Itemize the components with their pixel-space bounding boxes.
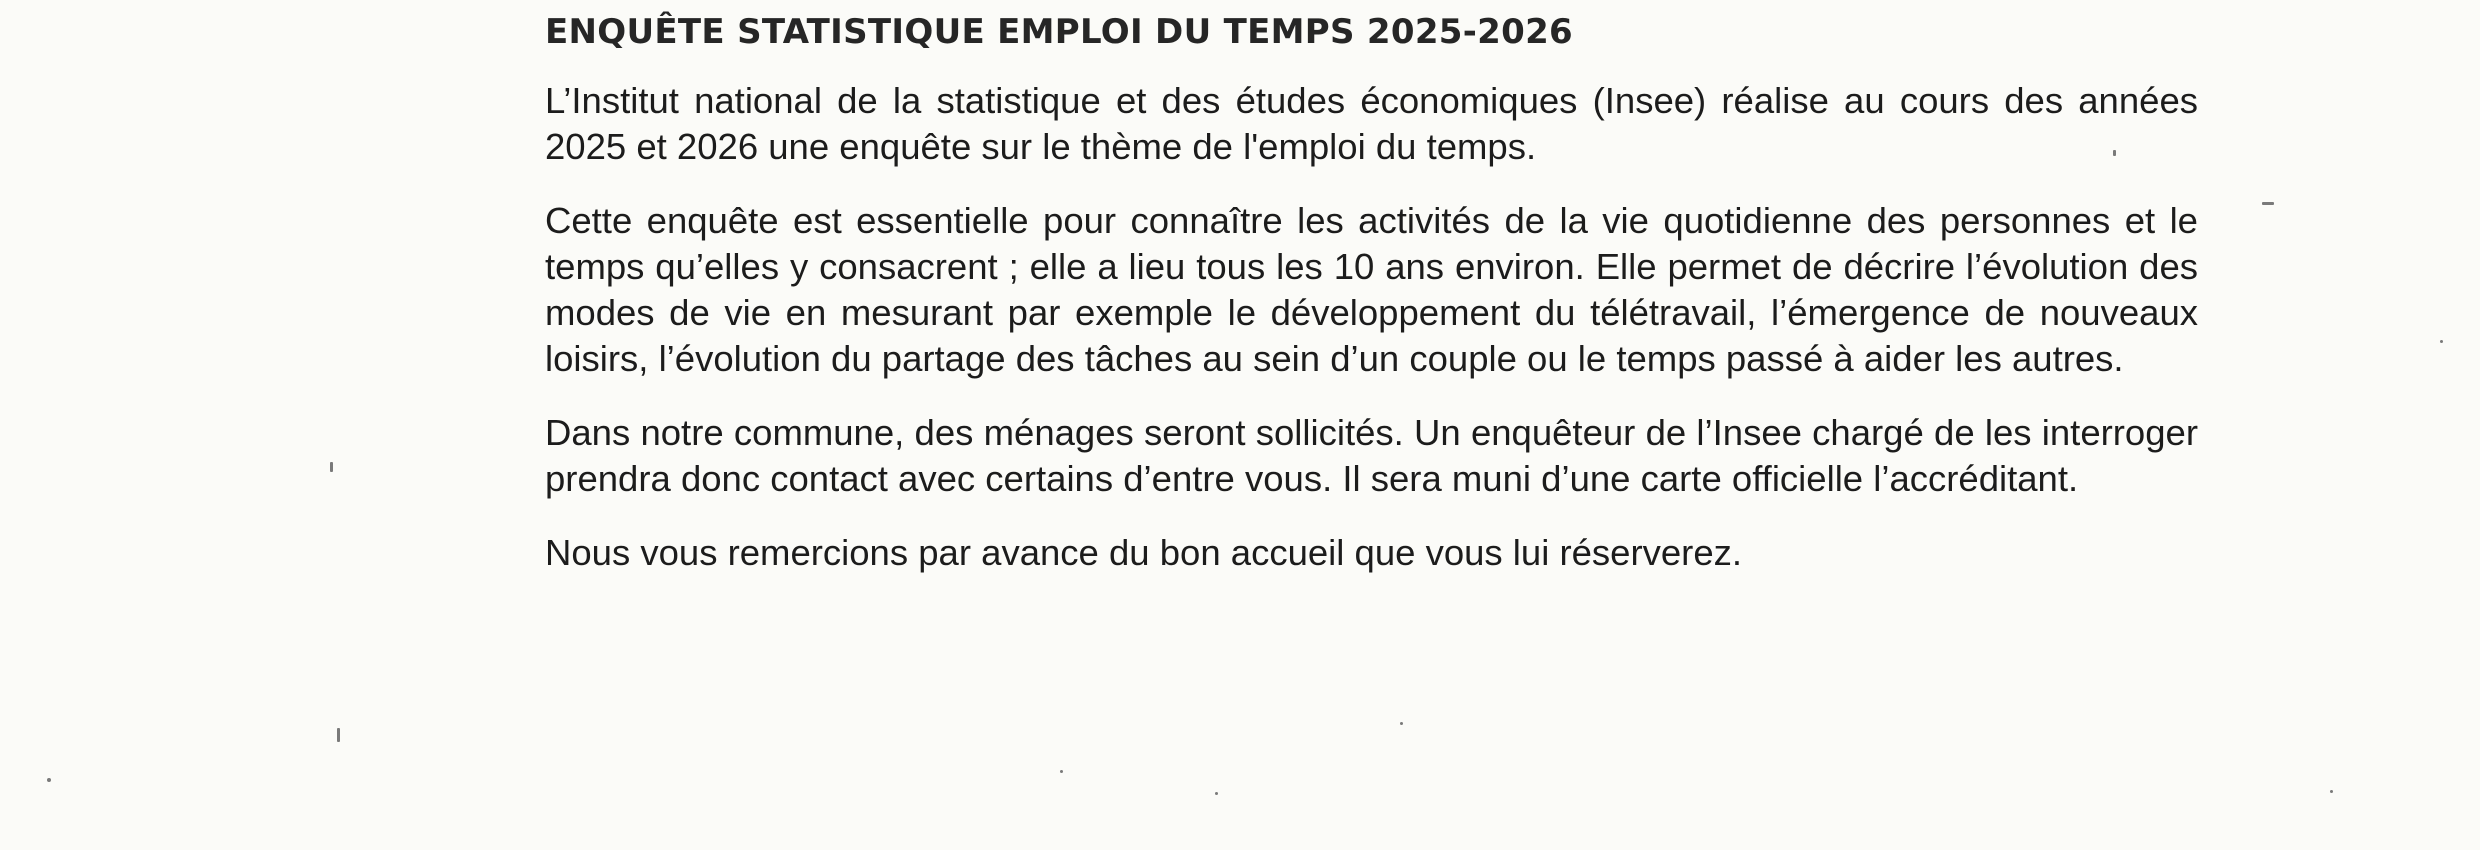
scan-speck bbox=[330, 462, 333, 472]
paragraph-purpose: Cette enquête est essentielle pour connaître les activités de la vie quotidienne des personnes et le temps qu’elles y consacrent ; elle a lieu tous les 10 ans environ. Elle permet de décrire l’évolution des modes de vie en mesurant par exemple le développement du télétravail, l’émergence de nouveaux loisirs, l’évolution du partage des tâches au sein d’un couple ou le temps passé à aider les autres. bbox=[545, 200, 2198, 379]
paragraph-thanks: Nous vous remercions par avance du bon accueil que vous lui réserverez. bbox=[545, 532, 1743, 573]
scan-speck bbox=[2262, 202, 2274, 205]
scan-speck bbox=[1215, 792, 1218, 795]
scan-speck bbox=[1060, 770, 1063, 773]
notice-title: ENQUÊTE STATISTIQUE EMPLOI DU TEMPS 2025-2026 bbox=[545, 12, 1573, 52]
scan-speck bbox=[47, 778, 51, 782]
paragraph-intro: L’Institut national de la statistique et des études économiques (Insee) réalise au cours des années 2025 et 2026 une enquête sur le thème de l'emploi du temps. bbox=[545, 80, 2198, 167]
scan-speck bbox=[1400, 722, 1403, 725]
paragraph-contact: Dans notre commune, des ménages seront sollicités. Un enquêteur de l’Insee chargé de les interroger prendra donc contact avec certains d’entre vous. Il sera muni d’une carte officielle l’accréditant. bbox=[545, 412, 2198, 499]
notice-content bbox=[545, 8, 2198, 604]
scan-speck bbox=[2330, 790, 2333, 793]
scan-speck bbox=[2440, 340, 2443, 343]
scan-speck bbox=[337, 728, 340, 742]
